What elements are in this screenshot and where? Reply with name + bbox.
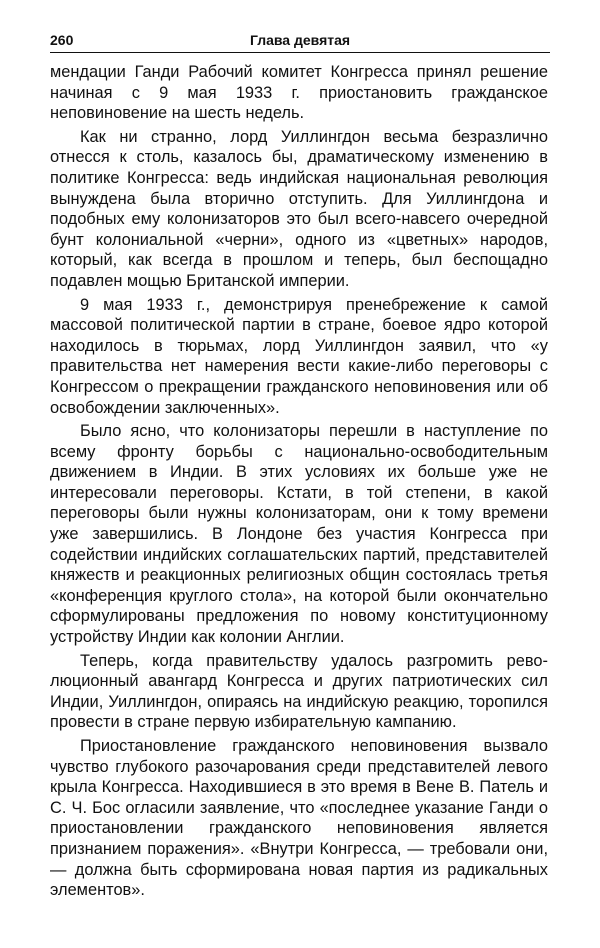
chapter-title: Глава девятая — [249, 32, 351, 48]
paragraph: Теперь, когда правительству удалось разгромить революционный авангард Конгресса и других патриотических сил Индии, Уиллингдон, опираясь на индийскую реакцию, торопился провести в стране первую избирательную кампанию. — [50, 651, 548, 732]
paragraph: Приостановление гражданского неповиновения вызвало чувство глубокого разочарования среди представителей левого крыла Конгресса. Находившиеся в это время в Вене В. Патель и С. Ч. Бос огласили заявление, что «последнее указание Ганди о приостановлении гражданского неповиновения является признанием поражения». «Внутри Конгресса, — требовали они, — должна быть сформирована новая партия из радикальных элементов». — [50, 737, 548, 900]
paragraph: 9 мая 1933 г., демонстрируя пренебрежение к самой массовой политической партии в стране, боевое ядро которой находилось в тюрьмах, лорд Уиллингдон заявил, что «у правительства нет намерения вести какие-либо переговоры с Конгрессом о прекращении гражданского неповиновения или об освобождении заключенных». — [50, 295, 548, 417]
page-number: 260 — [50, 32, 74, 48]
paragraph: Как ни странно, лорд Уиллингдон весьма безразлично отнесся к столь, казалось бы, драматическому изменению в политике Конгресса: ведь индийская национальная революция вынуждена была вторично отступить. Для Уиллингдона и подобных ему колонизаторов это был всего-навсего очередной бунт колониальной «черни», одного из «цветных» народов, который, как всегда в прошлом и теперь, был беспощадно подавлен мощью Британской империи. — [50, 127, 548, 290]
paragraph: Было ясно, что колонизаторы перешли в наступление по всему фронту борьбы с национально-освободительным движением в Индии. В этих условиях их больше уже не интересовали переговоры. Кстати, в той степени, в какой переговоры были нужны колонизаторам, они к тому времени уже завершились. В Лондоне без участия Конгресса при содействии индийских соглашательских партий, представителей княжеств и реакционных религиозных общин состоялась третья «конференция круглого стола», на которой были окончательно сформулированы предложения по новому конституционному устройству Индии как колонии Англии. — [50, 422, 548, 647]
paragraph-continuation: мендации Ганди Рабочий комитет Конгресса принял решение начиная с 9 мая 1933 г. приостановить гражданское неповиновение на шесть недель. — [50, 63, 548, 123]
body-text — [50, 62, 548, 904]
running-head — [50, 30, 550, 53]
